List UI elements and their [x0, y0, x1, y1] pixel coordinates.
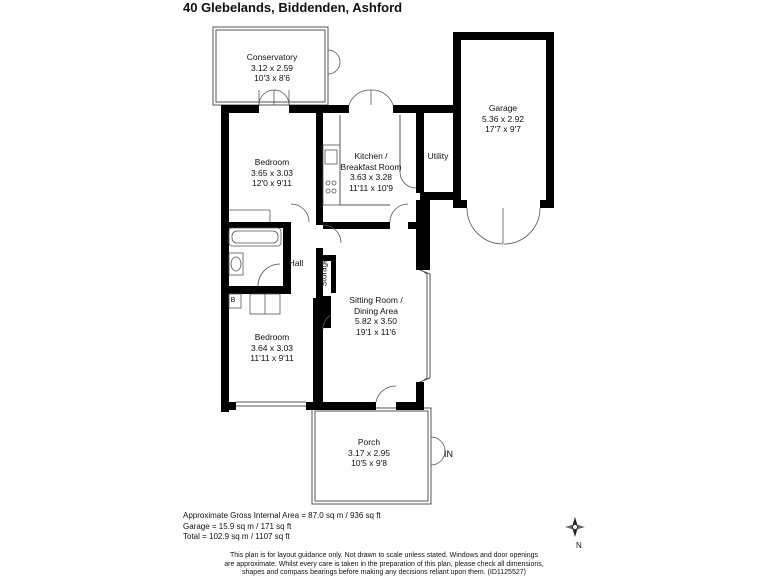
total-area: Total = 102.9 sq m / 1107 sq ft	[183, 532, 290, 542]
room-imperial: 11'11 x 9'11	[250, 353, 294, 363]
room-imperial: 10'3 x 8'6	[254, 73, 290, 83]
room-imperial: 11'11 x 10'9	[348, 182, 394, 193]
room-metric: 3.65 x 3.03	[250, 167, 294, 178]
room-name: Dining Area	[354, 305, 398, 316]
compass-north-label: N	[576, 541, 582, 550]
room-name: Conservatory	[246, 52, 298, 62]
room-name: Bedroom	[254, 157, 290, 167]
disclaimer-line: shapes and compass bearings before making any decisions reliant upon them. (ID1125527)	[242, 569, 526, 577]
room-metric: 3.64 x 3.03	[250, 342, 294, 353]
cupboard-label: B	[230, 297, 236, 304]
room-name: Utility	[427, 151, 449, 161]
room-name: Hall	[288, 258, 304, 268]
room-label-kitchen	[341, 151, 402, 193]
room-label-garage	[482, 103, 524, 135]
disclaimer-line: are approximate. Whilst every care is taken in the preparation of this plan, please check all dimensions,	[224, 560, 544, 568]
entrance-label: IN	[444, 449, 453, 459]
room-label-hall	[289, 258, 304, 269]
disclaimer-line: This plan is for layout guidance only. Not drawn to scale unless stated. Windows and door openings	[229, 552, 539, 559]
room-imperial: 12'0 x 9'11	[252, 178, 292, 188]
room-metric: 5.36 x 2.92	[481, 113, 525, 124]
gross-area: Approximate Gross Internal Area = 87.0 sq m / 936 sq ft	[183, 511, 381, 520]
room-metric: 3.63 x 3.28	[349, 172, 393, 182]
room-name: Sitting Room /	[349, 295, 403, 305]
room-metric: 3.12 x 2.59	[250, 62, 294, 73]
area-summary	[183, 511, 381, 543]
room-name: Kitchen /	[354, 151, 388, 161]
plan-title: 40 Glebelands, Biddenden, Ashford	[183, 0, 403, 15]
room-label-storage: Storage	[319, 258, 329, 287]
room-label-bedroom-1	[251, 157, 293, 189]
compass	[565, 517, 585, 537]
room-label-utility	[428, 151, 449, 162]
room-name: Breakfast Room	[340, 161, 402, 172]
room-label-porch	[348, 437, 390, 469]
disclaimer	[224, 552, 543, 578]
room-metric: 5.82 x 3.50	[354, 316, 398, 326]
room-imperial: 17'7 x 9'7	[485, 124, 521, 134]
room-label-conservatory	[247, 52, 298, 84]
room-imperial: 19'1 x 11'6	[356, 326, 396, 337]
room-name: Garage	[488, 103, 518, 113]
room-name: Bedroom	[254, 332, 290, 342]
room-label-bedroom-2	[250, 332, 293, 364]
room-metric: 3.17 x 2.95	[347, 447, 391, 458]
room-imperial: 10'5 x 9'8	[351, 458, 387, 468]
room-name: Porch	[357, 437, 381, 447]
room-label-sitting-room	[349, 295, 402, 337]
garage-area: Garage = 15.9 sq m / 171 sq ft	[183, 521, 292, 531]
